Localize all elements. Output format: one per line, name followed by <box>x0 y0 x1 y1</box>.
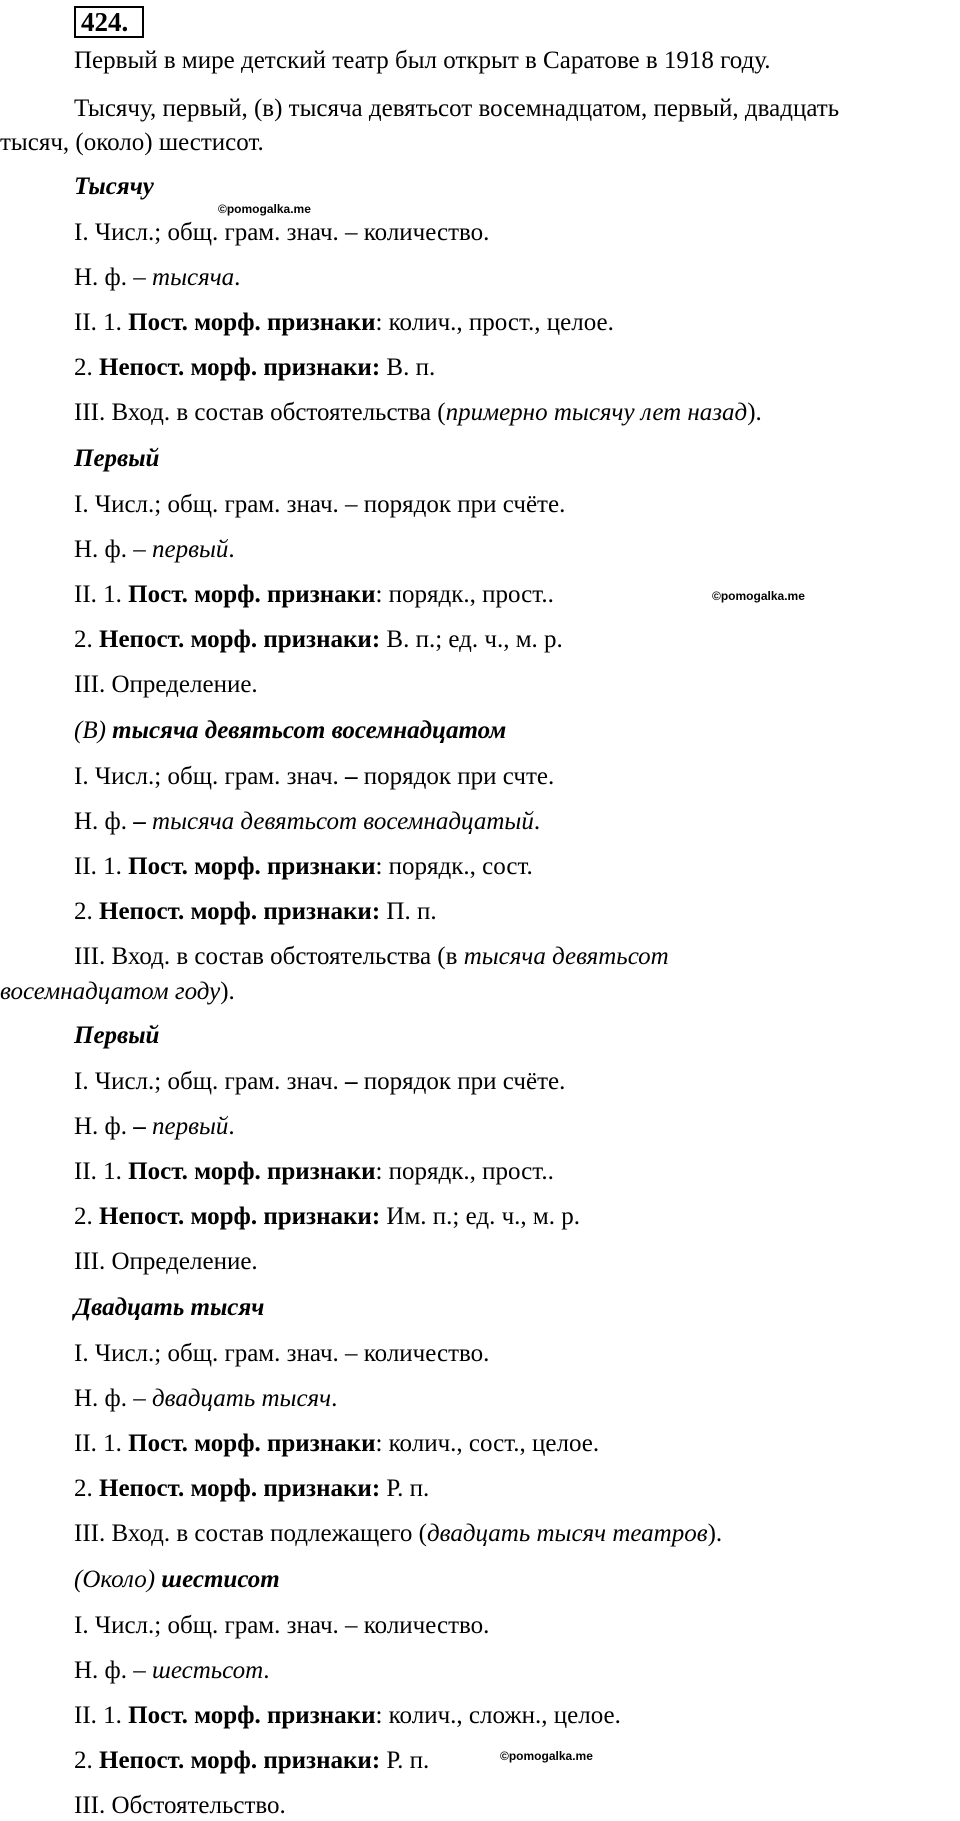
section-heading-2: Первый <box>74 445 160 472</box>
s5-line-4: 2. Непост. морф. признаки: Р. п. <box>74 1475 430 1502</box>
s1-line-5: III. Вход. в состав обстоятельства (примерно тысячу лет назад). <box>74 399 762 426</box>
exercise-number: 424. <box>74 6 144 38</box>
s4-line-1: I. Числ.; общ. грам. знач. – порядок при счёте. <box>74 1068 566 1095</box>
s2-line-5: III. Определение. <box>74 671 258 698</box>
s6-line-3: II. 1. Пост. морф. признаки: колич., сложн., целое. <box>74 1702 621 1729</box>
s4-line-2: Н. ф. – первый. <box>74 1113 235 1140</box>
s4-line-5: III. Определение. <box>74 1248 258 1275</box>
watermark-1: ©pomogalka.me <box>218 202 311 216</box>
section-heading-4: Первый <box>74 1022 160 1049</box>
intro-list-line-2: тысяч, (около) шестисот. <box>0 129 264 156</box>
s3-line-3: II. 1. Пост. морф. признаки: порядк., сост. <box>74 853 533 880</box>
s6-line-5: III. Обстоятельство. <box>74 1792 286 1819</box>
s2-line-1: I. Числ.; общ. грам. знач. – порядок при счёте. <box>74 491 566 518</box>
s3-line-6: восемнадцатом году). <box>0 978 235 1005</box>
s3-line-4: 2. Непост. морф. признаки: П. п. <box>74 898 437 925</box>
section-heading-3: (В) тысяча девятьсот восемнадцатом <box>74 717 507 744</box>
s6-line-4: 2. Непост. морф. признаки: Р. п. <box>74 1747 430 1774</box>
s4-line-3: II. 1. Пост. морф. признаки: порядк., прост.. <box>74 1158 554 1185</box>
s1-line-1: I. Числ.; общ. грам. знач. – количество. <box>74 219 490 246</box>
s1-line-2: Н. ф. – тысяча. <box>74 264 241 291</box>
s6-line-1: I. Числ.; общ. грам. знач. – количество. <box>74 1612 490 1639</box>
s3-line-1: I. Числ.; общ. грам. знач. – порядок при счте. <box>74 763 555 790</box>
s5-line-2: Н. ф. – двадцать тысяч. <box>74 1385 338 1412</box>
s2-line-4: 2. Непост. морф. признаки: В. п.; ед. ч., м. р. <box>74 626 563 653</box>
s1-line-4: 2. Непост. морф. признаки: В. п. <box>74 354 436 381</box>
section-heading-1: Тысячу <box>74 173 154 200</box>
s3-line-2: Н. ф. – тысяча девятьсот восемнадцатый. <box>74 808 541 835</box>
section-heading-5: Двадцать тысяч <box>74 1294 265 1321</box>
intro-list-line-1: Тысячу, первый, (в) тысяча девятьсот восемнадцатом, первый, двадцать <box>74 95 840 122</box>
s6-line-2: Н. ф. – шестьсот. <box>74 1657 270 1684</box>
intro-sentence: Первый в мире детский театр был открыт в Саратове в 1918 году. <box>74 47 771 74</box>
s5-line-1: I. Числ.; общ. грам. знач. – количество. <box>74 1340 490 1367</box>
s1-line-3: II. 1. Пост. морф. признаки: колич., прост., целое. <box>74 309 614 336</box>
s3-line-5: III. Вход. в состав обстоятельства (в тысяча девятьсот <box>74 943 669 970</box>
s2-line-2: Н. ф. – первый. <box>74 536 235 563</box>
s5-line-5: III. Вход. в состав подлежащего (двадцать тысяч театров). <box>74 1520 723 1547</box>
watermark-2: ©pomogalka.me <box>712 589 805 603</box>
watermark-3: ©pomogalka.me <box>500 1749 593 1763</box>
s5-line-3: II. 1. Пост. морф. признаки: колич., сост., целое. <box>74 1430 600 1457</box>
s4-line-4: 2. Непост. морф. признаки: Им. п.; ед. ч., м. р. <box>74 1203 580 1230</box>
section-heading-6: (Около) шестисот <box>74 1566 280 1593</box>
s2-line-3: II. 1. Пост. морф. признаки: порядк., прост.. <box>74 581 554 608</box>
